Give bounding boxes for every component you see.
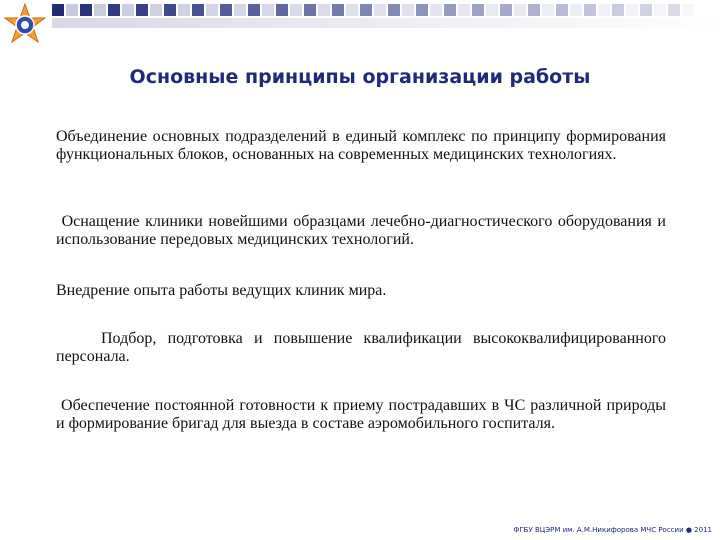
header-square — [528, 4, 540, 16]
header-square — [570, 4, 582, 16]
slide-title: Основные принципы организации работы — [129, 66, 591, 88]
header-square — [416, 4, 428, 16]
header-square — [248, 4, 260, 16]
header-gradient-bar — [52, 18, 720, 28]
header-square — [514, 4, 526, 16]
header-square — [346, 4, 358, 16]
header-square — [332, 4, 344, 16]
header-square — [66, 4, 78, 16]
header-square — [444, 4, 456, 16]
header-square — [430, 4, 442, 16]
paragraph-3: Внедрение опыта работы ведущих клиник мира. — [56, 282, 387, 299]
header-square — [276, 4, 288, 16]
header-square — [402, 4, 414, 16]
header-square — [374, 4, 386, 16]
header-square — [122, 4, 134, 16]
paragraph-1: Объединение основных подразделений в единый комплекс по принципу формирования функциональных блоков, основанных на современных медицинских технологиях. — [56, 128, 666, 163]
header-square — [486, 4, 498, 16]
header-square — [136, 4, 148, 16]
header-square — [654, 4, 666, 16]
header-square — [178, 4, 190, 16]
header-square — [94, 4, 106, 16]
header-square — [52, 4, 64, 16]
header-square — [220, 4, 232, 16]
header-square — [598, 4, 610, 16]
header-square — [584, 4, 596, 16]
header-square — [472, 4, 484, 16]
header-square — [458, 4, 470, 16]
header-square — [360, 4, 372, 16]
header-square — [304, 4, 316, 16]
header-square — [192, 4, 204, 16]
paragraph-2: Оснащение клиники новейшими образцами лечебно-диагностического оборудования и использование передовых медицинских технологий. — [56, 213, 670, 248]
header-squares — [52, 4, 694, 16]
emergency-star-emblem-icon — [2, 2, 48, 48]
header-square — [150, 4, 162, 16]
header-square — [682, 4, 694, 16]
paragraph-4: Подбор, подготовка и повышение квалификации высококвалифицированного персонала. — [56, 330, 671, 365]
header-square — [542, 4, 554, 16]
header-square — [206, 4, 218, 16]
header-square — [500, 4, 512, 16]
header-square — [80, 4, 92, 16]
header-square — [668, 4, 680, 16]
header-square — [318, 4, 330, 16]
header-square — [290, 4, 302, 16]
header-square — [556, 4, 568, 16]
header-square — [388, 4, 400, 16]
header-square — [234, 4, 246, 16]
paragraph-5: Обеспечение постоянной готовности к приему пострадавших в ЧС различной природы и формирование бригад для выезда в составе аэромобильного госпиталя. — [56, 397, 670, 432]
header-square — [164, 4, 176, 16]
header-square — [626, 4, 638, 16]
header-square — [612, 4, 624, 16]
header-square — [262, 4, 274, 16]
footer-credit: ФГБУ ВЦЭРМ им. А.М.Никифорова МЧС России ● 2011 — [513, 526, 712, 534]
header-square — [108, 4, 120, 16]
header-square — [640, 4, 652, 16]
header-decor-band — [0, 0, 720, 30]
